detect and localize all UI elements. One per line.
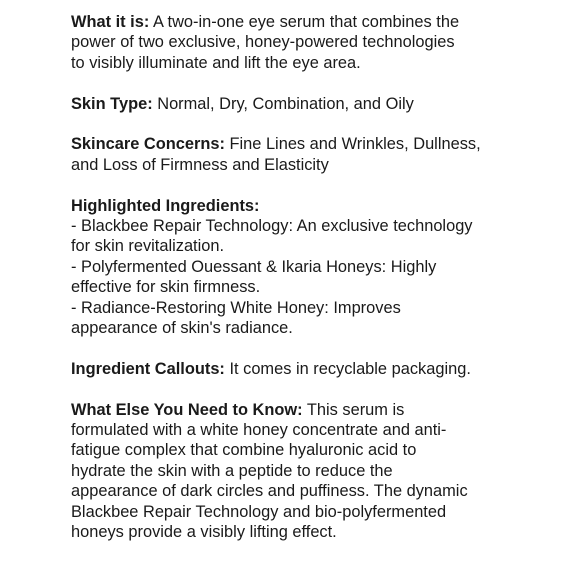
what-else-text: This serum is [302,400,405,419]
what-it-is-line-1 [71,12,520,32]
highlighted-ingredients-section [71,196,520,339]
ingredient-line-3: - Polyfermented Ouessant & Ikaria Honeys: Highly [71,257,437,276]
skin-type-line [71,94,520,114]
ingredient-line-5: - Radiance-Restoring White Honey: Improves [71,298,401,317]
ingredient-line-4: effective for skin firmness. [71,278,261,297]
skin-type-text: Normal, Dry, Combination, and Oily [152,94,414,113]
what-else-line-6: Blackbee Repair Technology and bio-polyfermented [71,502,447,521]
what-it-is-line-2: power of two exclusive, honey-powered technologies [71,33,455,52]
ingredient-callouts-label: Ingredient Callouts: [71,359,225,378]
what-it-is-text: A two-in-one eye serum that combines the [149,13,460,31]
skincare-concerns-line-1 [71,134,520,154]
skin-type-section [71,94,520,114]
what-it-is-section [71,12,520,73]
ingredient-line-2: for skin revitalization. [71,237,225,256]
skincare-concerns-section [71,134,520,175]
skincare-concerns-line-2: and Loss of Firmness and Elasticity [71,155,329,174]
what-else-line-4: hydrate the skin with a peptide to reduce the [71,461,393,480]
ingredient-line-6: appearance of skin's radiance. [71,319,293,338]
what-else-label: What Else You Need to Know: [71,400,303,419]
highlighted-ingredients-label: Highlighted Ingredients: [71,196,260,215]
ingredient-callouts-line [71,359,520,379]
what-else-line-3: fatigue complex that combine hyaluronic acid to [71,441,417,460]
ingredient-callouts-text: It comes in recyclable packaging. [224,359,471,378]
ingredient-line-1: - Blackbee Repair Technology: An exclusive technology [71,217,473,236]
what-it-is-line-3: to visibly illuminate and lift the eye area. [71,53,361,72]
what-else-line-7: honeys provide a visibly lifting effect. [71,523,337,542]
what-else-line-1 [71,400,520,420]
what-else-section [71,400,520,543]
skincare-concerns-text: Fine Lines and Wrinkles, Dullness, [224,135,481,154]
what-else-line-5: appearance of dark circles and puffiness. The dynamic [71,482,468,501]
what-else-line-2: formulated with a white honey concentrate and anti- [71,421,447,440]
skin-type-label: Skin Type: [71,94,153,113]
ingredient-callouts-section [71,359,520,379]
skincare-concerns-label: Skincare Concerns: [71,135,225,154]
what-it-is-label: What it is: [71,13,150,31]
